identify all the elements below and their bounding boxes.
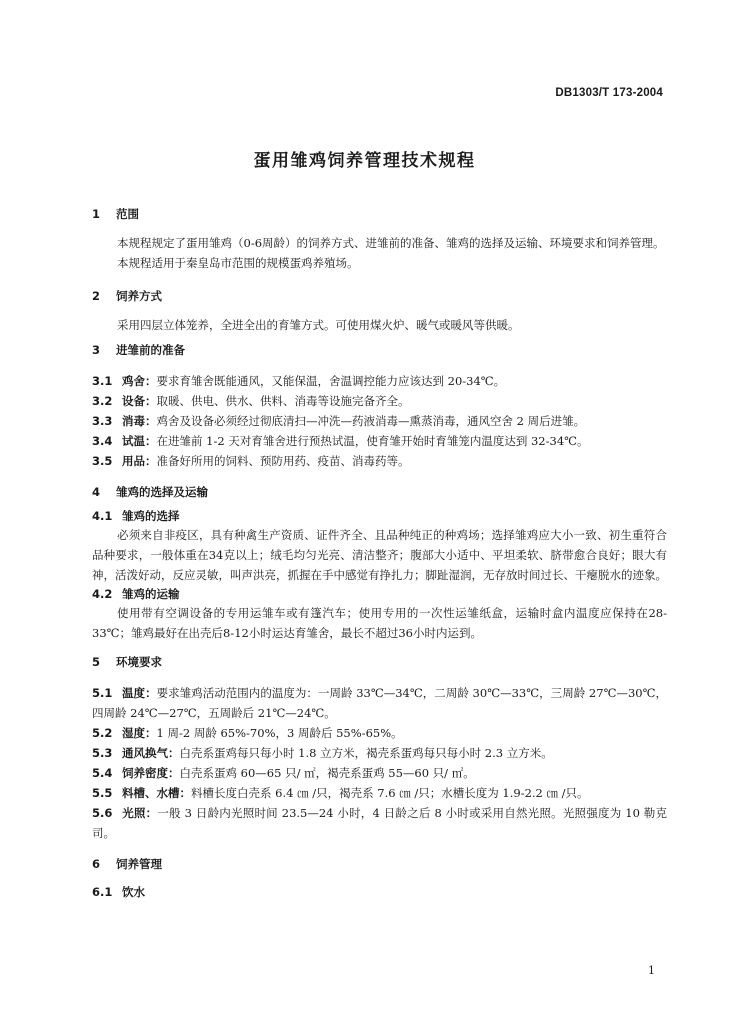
paragraph: 本规程适用于秦皇岛市范围的规模蛋鸡养殖场。 [117,256,359,270]
section-heading-preparation [92,341,667,359]
section-number: 3 [92,343,101,357]
section-heading-environment [92,653,667,671]
subsection-heading-water: 6.1 饮水 [92,885,145,899]
section-title: 雏鸡的选择及运输 [116,485,208,499]
section-title: 进雏前的准备 [116,343,185,357]
subsection-heading-transport: 4.2 雏鸡的运输 [92,587,180,601]
section-heading-feeding-method [92,287,667,305]
page-number: 1 [648,964,655,977]
clause-5-2: 5.2 湿度：1 周-2 周龄 65%-70%，3 周龄后 55%-65%。 [92,726,403,740]
section-title: 饲养方式 [116,289,162,303]
clause-3-3: 3.3 消毒：鸡舍及设备必须经过彻底清扫—冲洗—药液消毒—熏蒸消毒，通风空舍 2 周后进雏。 [92,414,586,428]
section-heading-scope [92,205,667,223]
document-title: 蛋用雏鸡饲养管理技术规程 [253,151,476,171]
clause-5-5: 5.5 料槽、水槽：料槽长度白壳系 6.4 ㎝ /只，褐壳系 7.6 ㎝ /只；水槽长度为 1.9-2.2 ㎝ /只。 [92,786,589,800]
standard-code: DB1303/T 173-2004 [555,87,663,99]
clause-5-3: 5.3 通风换气：白壳系蛋鸡每只每小时 1.8 立方米，褐壳系蛋鸡每只每小时 2.3 立方米。 [92,746,553,760]
document-body [92,205,667,901]
clause-5-4: 5.4 饲养密度：白壳系蛋鸡 60—65 只/ ㎡，褐壳系蛋鸡 55—60 只/ ㎡。 [92,766,475,780]
subsection-heading-selection: 4.1 雏鸡的选择 [92,509,180,523]
section-heading-management [92,855,667,873]
paragraph: 使用带有空调设备的专用运雏车或有篷汽车；使用专用的一次性运雏纸盒，运输时盒内温度应保持在28-33℃；雏鸡最好在出壳后8-12小时运达育雏舍，最长不超过36小时内运到。 [92,606,667,640]
section-number: 1 [92,207,101,221]
clause-3-2: 3.2 设备：取暖、供电、供水、供料、消毒等设施完备齐全。 [92,394,410,408]
clause-5-1: 5.1 温度：要求雏鸡活动范围内的温度为：一周龄 33℃—34℃，二周龄 30℃—33℃，三周龄 27℃—30℃，四周龄 24℃—27℃，五周龄后 21℃—24℃。 [92,686,668,720]
clause-5-6: 5.6 光照：一般 3 日龄内光照时间 23.5—24 小时，4 日龄之后 8 小时或采用自然光照。光照强度为 10 勒克司。 [92,806,668,840]
section-number: 4 [92,485,101,499]
clause-3-1: 3.1 鸡舍：要求育雏舍既能通风，又能保温，舍温调控能力应该达到 20-34℃。 [92,374,506,388]
clause-3-4: 3.4 试温：在进雏前 1-2 天对育雏舍进行预热试温，使育雏开始时育雏笼内温度达到 32-34℃。 [92,434,589,448]
paragraph: 采用四层立体笼养，全进全出的育雏方式。可使用煤火炉、暖气或暖风等供暖。 [117,318,520,332]
paragraph: 本规程规定了蛋用雏鸡（0-6周龄）的饲养方式、进雏前的准备、雏鸡的选择及运输、环境要求和饲养管理。 [117,236,665,250]
section-number: 6 [92,857,101,871]
section-title: 范围 [116,207,139,221]
section-title: 环境要求 [116,655,162,669]
clause-3-5: 3.5 用品：准备好所用的饲料、预防用药、疫苗、消毒药等。 [92,454,410,468]
section-title: 饲养管理 [116,857,162,871]
paragraph: 必须来自非疫区，具有种禽生产资质、证件齐全、且品种纯正的种鸡场；选择雏鸡应大小一致、初生重符合品种要求，一般体重在34克以上；绒毛均匀光亮、清洁整齐；腹部大小适中、平坦柔软、脐带愈合良好；眼大有神，活泼好动，反应灵敏，叫声洪亮，抓握在手中感觉有挣扎力；脚趾湿润，无存放时间过长、干瘪脱水的迹象。 [92,528,667,582]
section-heading-selection-transport [92,483,667,501]
section-number: 2 [92,289,101,303]
section-number: 5 [92,655,101,669]
